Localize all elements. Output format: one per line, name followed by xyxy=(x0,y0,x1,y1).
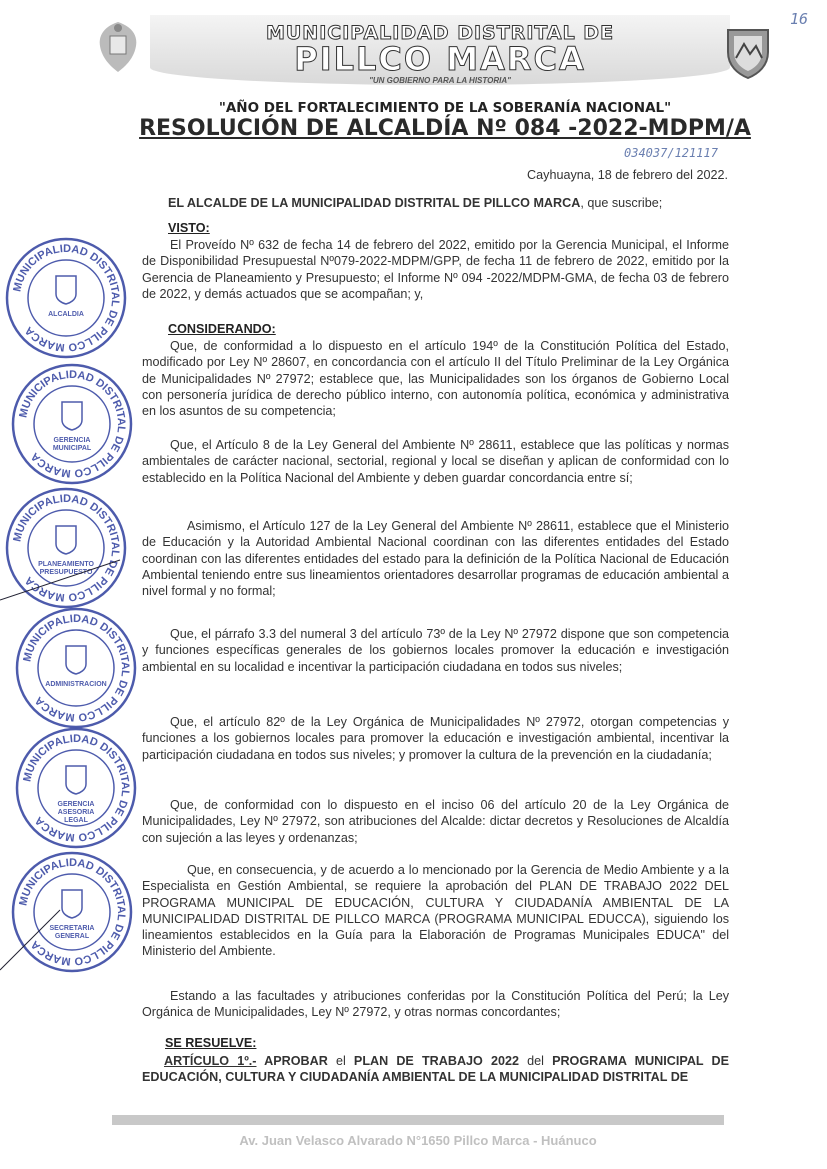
considerando-paragraph-3: Asimismo, el Artículo 127 de la Ley General del Ambiente Nº 28611, establece que el Ministerio de Educación y la Autoridad Ambiental Nacional coordinan con las diferentes entidades del Estado coordinan con las diferentes entidades del estado para la definición de la Política Nacional de Educación Ambiental teniendo entre sus lineamientos orientadores desarrollar programas de educación ambiental a nivel formal y no formal; xyxy=(142,519,729,599)
considerando-paragraph-5: Que, el artículo 82º de la Ley Orgánica de Municipalidades Nº 27972, otorgan competencias y funciones a los gobiernos locales para promover la educación e investigación ambiental, incentivar la participación ciudadana en todos sus niveles; y promover la cultura de la prevención en la ciudadanía; xyxy=(142,715,729,762)
stamp-center-text: ADMINISTRACION xyxy=(45,681,107,688)
stamp-center-text: GERENCIA xyxy=(53,437,91,444)
stamp-ring-text: MUNICIPALIDAD DISTRITAL DE PILLCO MARCA xyxy=(17,856,128,968)
peru-coat-of-arms-icon xyxy=(92,18,144,76)
considerando-paragraph-2: Que, el Artículo 8 de la Ley General del Ambiente Nº 28611, establece que las políticas y normas ambientales de carácter nacional, sectorial, regional y local se diseñan y aplican de conformidad con lo establecido en la Política Nacional del Ambiente y deben guardar concordancia entre sí; xyxy=(142,438,729,485)
stamp-center-text: LEGAL xyxy=(64,817,88,824)
article-1 xyxy=(142,1053,729,1086)
stamp-ring-text: MUNICIPALIDAD DISTRITAL DE PILLCO MARCA xyxy=(11,492,122,604)
district-shield-icon xyxy=(722,22,774,80)
article-1-label: ARTÍCULO 1º.- xyxy=(164,1054,257,1068)
stamp-center-text: GENERAL xyxy=(54,933,90,940)
resolution-title: RESOLUCIÓN DE ALCALDÍA Nº 084 -2022-MDPM/A xyxy=(139,116,751,141)
slogan: "UN GOBIERNO PARA LA HISTORIA" xyxy=(369,76,511,85)
article-1-text: el xyxy=(327,1054,354,1068)
stamp-crest-icon xyxy=(56,276,76,304)
article-1-program: PROGRAMA MUNICIPAL DE EDUCACIÓN, CULTURA Y CIUDADANÍA AMBIENTAL DE LA MUNICIPALIDAD DISTRITAL DE xyxy=(142,1054,730,1085)
footer-address: Av. Juan Velasco Alvarado N°1650 Pillco Marca - Huánuco xyxy=(239,1133,597,1148)
intro-rest: , que suscribe; xyxy=(580,196,663,210)
stamp-ring-text: MUNICIPALIDAD DISTRITAL DE PILLCO MARCA xyxy=(21,732,132,844)
considerando-heading: CONSIDERANDO: xyxy=(168,322,276,336)
signature-strokes xyxy=(0,540,130,980)
page-number: 16 xyxy=(790,10,809,28)
resuelve-heading: SE RESUELVE: xyxy=(165,1036,257,1050)
considerando-paragraph-6: Que, de conformidad con lo dispuesto en el inciso 06 del artículo 20 de la Ley Orgánica de Municipalidades, Ley Nº 27972, son atribuciones del Alcalde: dictar decretos y Resoluciones de Alcaldía con sujeción a las leyes y ordenanzas; xyxy=(142,798,729,845)
article-1-verb: APROBAR xyxy=(256,1054,328,1068)
stamp-center-text: SECRETARIA xyxy=(49,925,95,932)
handwritten-registry-code: 034037/121117 xyxy=(624,146,718,160)
document-date: Cayhuayna, 18 de febrero del 2022. xyxy=(527,168,728,182)
stamp-crest-icon xyxy=(62,402,82,430)
stamp-ring-text: MUNICIPALIDAD DISTRITAL DE PILLCO MARCA xyxy=(17,368,128,480)
municipality-district: PILLCO MARCA xyxy=(294,40,586,78)
stamp-center-text: MUNICIPAL xyxy=(52,445,92,452)
stamp-center-text: PLANEAMIENTO xyxy=(38,561,94,568)
intro-line xyxy=(168,195,662,211)
stamp-1 xyxy=(4,236,128,360)
stamp-center-text: ASESORIA xyxy=(57,809,95,816)
stamp-ring-text: MUNICIPALIDAD DISTRITAL DE PILLCO MARCA xyxy=(11,242,122,354)
stamp-center-text: ALCALDIA xyxy=(48,311,84,318)
stamp-center-text: GERENCIA xyxy=(57,801,95,808)
intro-bold: EL ALCALDE DE LA MUNICIPALIDAD DISTRITAL DE PILLCO MARCA xyxy=(168,196,581,210)
considerando-paragraph-7: Que, en consecuencia, y de acuerdo a lo mencionado por la Gerencia de Medio Ambiente y a la Especialista en Gestión Ambiental, se requiere la aprobación del PLAN DE TRABAJO 2022 DEL PROGRAMA MUNICIPAL DE EDUCACIÓN, CULTURA Y CIUDADANÍA AMBIENTAL DE LA MUNICIPALIDAD DISTRITAL DE PILLCO MARCA (PROGRAMA MUNICIPAL EDUCCA), siguiendo los lineamientos establecidos en la Guía para la Elaboración de Programas Municipales EDUCA" del Ministerio del Ambiente. xyxy=(142,863,729,959)
municipality-name: MUNICIPALIDAD DISTRITAL DE xyxy=(265,22,615,44)
stamp-ring-text: MUNICIPALIDAD DISTRITAL DE PILLCO MARCA xyxy=(21,612,132,724)
article-1-plan: PLAN DE TRABAJO 2022 xyxy=(353,1054,519,1068)
considerando-paragraph-8: Estando a las facultades y atribuciones conferidas por la Constitución Política del Perú; la Ley Orgánica de Municipalidades, Ley Nº 27972, y otras normas concordantes; xyxy=(142,989,729,1020)
article-1-text-2: del xyxy=(518,1054,553,1068)
visto-heading: VISTO: xyxy=(168,221,210,235)
year-motto: "AÑO DEL FORTALECIMIENTO DE LA SOBERANÍA NACIONAL" xyxy=(218,100,672,116)
footer-bar xyxy=(112,1115,724,1125)
visto-paragraph: El Proveído Nº 632 de fecha 14 de febrero del 2022, emitido por la Gerencia Municipal, el Informe de Disponibilidad Presupuestal Nº079-2022-MDPM/GPP, de fecha 11 de febrero de 2022, emitido por la Gerencia de Planeamiento y Presupuesto; el Informe Nº 094 -2022/MDPM-GMA, de fecha 03 de febrero de 2022, y demás actuados que se acompañan; y, xyxy=(142,238,729,301)
considerando-paragraph-4: Que, el párrafo 3.3 del numeral 3 del artículo 73º de la Ley Nº 27972 dispone que son competencia y funciones específicas generales de los gobiernos locales promover la educación e investigación ambiental en su localidad e incentivar la participación ciudadana en todos sus niveles; xyxy=(142,627,729,674)
stamp-2 xyxy=(10,362,134,486)
stamp-center-text: PRESUPUESTO xyxy=(39,569,93,576)
considerando-paragraph-1: Que, de conformidad a lo dispuesto en el artículo 194º de la Constitución Política del Estado, modificado por Ley Nº 28607, en concordancia con el artículo II del Título Preliminar de la Ley Orgánica de Municipalidades Nº 27972; establece que, las Municipalidades son los órganos de Gobierno Local con personería jurídica de derecho público interno, con autonomía política, económica y administrativa en los asuntos de su competencia; xyxy=(142,339,729,419)
